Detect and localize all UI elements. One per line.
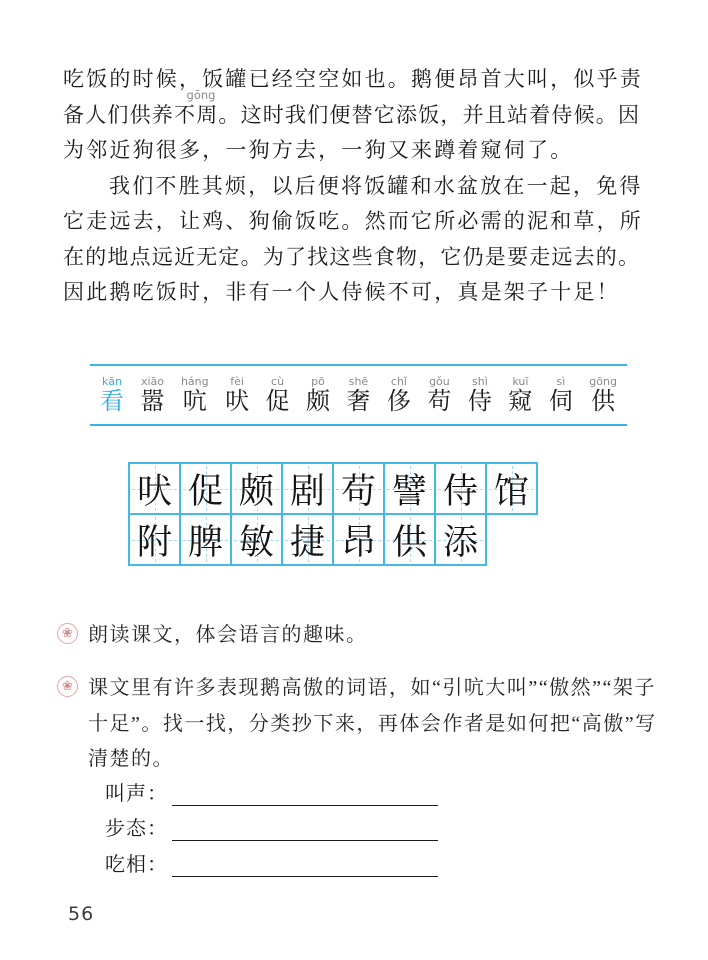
pinyin-label: sì [556,375,566,388]
grid-cell [179,462,232,515]
recognition-item [427,376,451,414]
pinyin-label: pō [311,375,325,388]
grid-cell [383,513,436,566]
text-line: 在的地点远近无定。为了找这些食物，它仍是要走远去的。 [63,244,641,269]
recognition-character: 苟 [427,389,452,415]
grid-row [128,513,538,566]
fill-in-section [105,770,438,877]
exercise-text-line: 课文里有许多表现鹅高傲的词语，如“引吭大叫”“傲然”“架子 [88,677,656,699]
recognition-item [100,376,124,414]
fill-in-blank-line [172,851,438,877]
grid-cell [485,462,538,515]
recognition-character: 吠 [225,389,250,415]
grid-character: 促 [187,471,223,511]
fill-in-label: 吃相： [105,853,168,876]
fill-in-label: 叫声： [105,782,168,805]
recognition-character: 嚣 [140,389,165,415]
fill-in-row [105,770,438,806]
recognition-item [266,376,290,414]
grid-cell [230,513,283,566]
pinyin-label: gǒu [429,375,450,388]
grid-cell [434,462,487,515]
grid-cell [128,513,181,566]
pinyin-label: shì [472,375,488,388]
grid-character: 脾 [187,522,223,562]
pinyin-label: gōng [589,375,617,388]
recognition-item [306,376,330,414]
grid-cell [281,513,334,566]
recognition-character: 奢 [346,389,371,415]
text-line: 我们不胜其烦，以后便将饭罐和水盆放在一起，免得 [109,173,643,198]
recognition-character: 侈 [386,389,411,415]
recognition-character: 侍 [467,389,492,415]
recognition-character: 颇 [306,389,331,415]
pinyin-annotation: gōng [186,88,216,102]
recognition-strip [90,364,627,426]
grid-character: 吠 [136,471,172,511]
ornament-bullet-icon: ❀ [57,676,78,697]
grid-character: 敏 [238,522,274,562]
recognition-item [140,376,164,414]
text-line: 它走远去，让鸡、狗偷饭吃。然而它所必需的泥和草，所 [63,209,643,233]
recognition-item [346,376,370,414]
recognition-item [387,376,411,414]
grid-row [128,462,538,515]
recognition-item [468,376,492,414]
fill-in-label: 步态： [105,818,168,840]
recognition-character: 窥 [508,389,533,415]
text-line: 吃饭的时候，饭罐已经空空如也。鹅便昂首大叫，似乎责 [63,67,643,91]
recognition-item [549,376,573,414]
recognition-character: 吭 [182,389,207,415]
pinyin-label: kuī [512,375,529,388]
fill-in-row [105,806,438,842]
pinyin-label: cù [271,375,285,388]
recognition-character: 供 [591,389,616,415]
grid-character: 剧 [289,471,325,511]
grid-cell [230,462,283,515]
grid-character: 侍 [442,471,478,511]
exercise-text-line: 清楚的。 [88,748,174,770]
recognition-item [589,376,617,414]
text-line: 因此鹅吃饭时，非有一个人侍候不可，真是架子十足！ [63,280,620,304]
grid-cell [281,462,334,515]
fill-in-row [105,841,438,877]
recognition-item [225,376,249,414]
grid-character: 馆 [493,471,529,511]
pinyin-label: xiāo [140,375,164,388]
grid-character: 譬 [391,471,427,511]
text-line: 备人们供养不周。这时我们便替它添饭，并且站着侍候。因 [63,102,641,127]
text-line: 为邻近狗很多，一狗方去，一狗又来蹲着窥伺了。 [63,138,574,162]
page-number: 56 [68,903,95,925]
pinyin-label: fèi [230,375,244,388]
reading-passage [63,62,657,311]
fill-in-blank-line [172,780,438,806]
grid-character: 苟 [340,471,376,511]
grid-cell [383,462,436,515]
exercise-item-2 [88,671,673,778]
recognition-item [508,376,532,414]
grid-cell [332,462,385,515]
exercise-item-1: 朗读课文，体会语言的趣味。 [88,624,368,646]
writing-grid [128,462,538,566]
pinyin-label: kān [101,375,123,388]
fill-in-blank-line [172,815,438,841]
grid-cell [434,513,487,566]
grid-character: 添 [442,522,478,562]
grid-character: 昂 [340,522,376,562]
grid-cell [179,513,232,566]
grid-cell [332,513,385,566]
exercise-text-line: 十足”。找一找，分类抄下来，再体会作者是如何把“高傲”写 [88,712,657,735]
ornament-bullet-icon: ❀ [57,623,78,644]
pinyin-label: shē [348,375,369,388]
recognition-character: 伺 [548,389,573,415]
grid-character: 捷 [289,522,325,562]
recognition-character: 促 [265,389,290,415]
pinyin-label: chǐ [390,375,407,388]
grid-character: 供 [391,522,427,562]
pinyin-label: háng [180,375,209,388]
grid-character: 附 [136,522,172,562]
recognition-character: 看 [100,389,124,415]
grid-cell [128,462,181,515]
grid-character: 颇 [238,471,274,511]
recognition-item [181,376,209,414]
